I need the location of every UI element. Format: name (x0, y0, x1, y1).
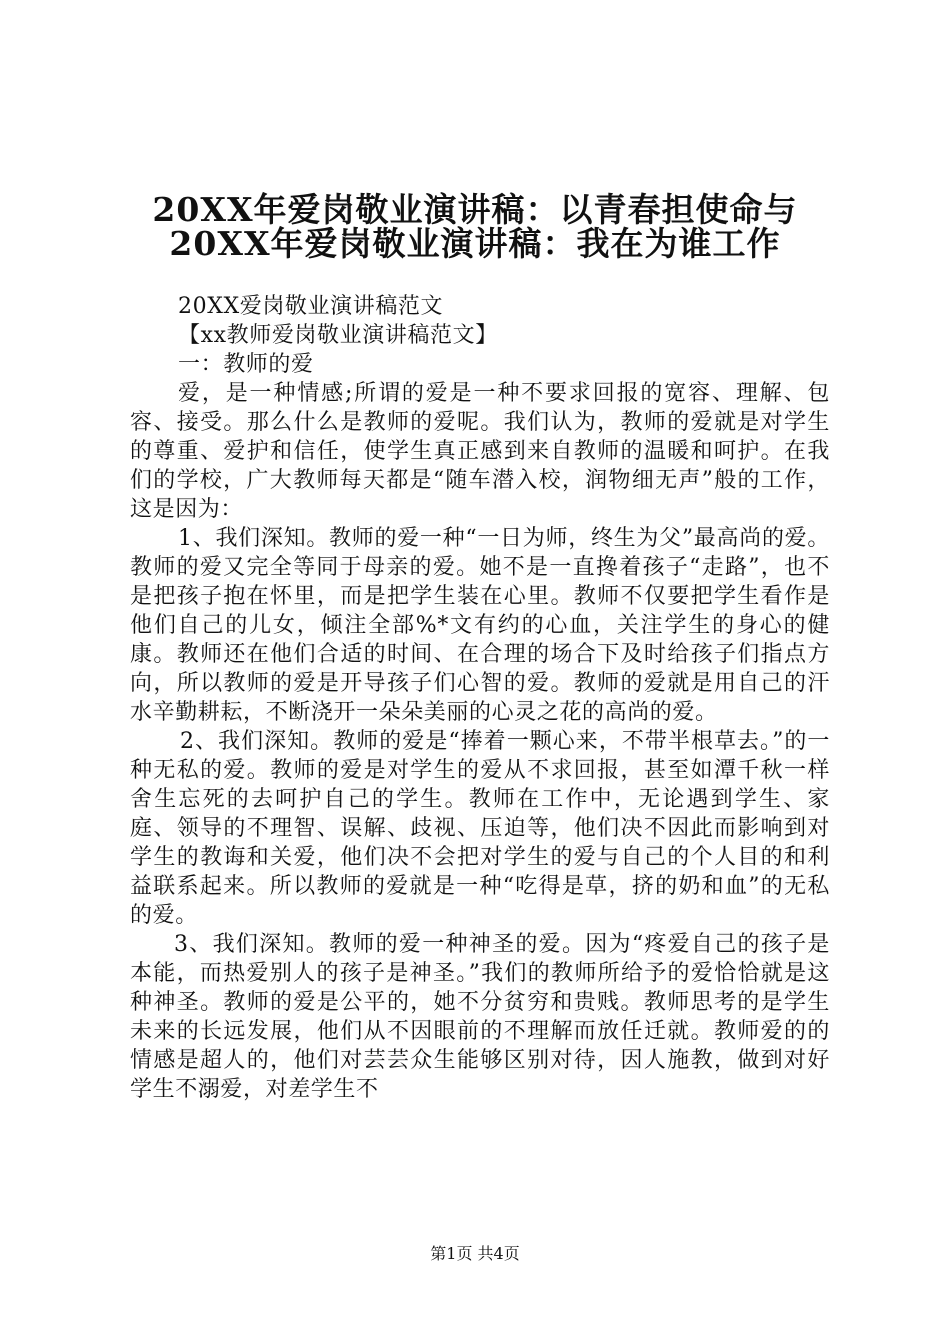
section-heading: 一：教师的爱 (178, 352, 314, 377)
document-title-line-1: 20XX年爱岗敬业演讲稿：以青春担使命与 (152, 190, 798, 229)
paragraph-point-3: 3、我们深知。教师的爱一种神圣的爱。因为“疼爱自己的孩子是本能，而热爱别人的孩子是神圣。”我们的教师所给予的爱恰恰就是这种神圣。教师的爱是公平的，她不分贫穷和贵贱。教师思考的是学生未来的长远发展，他们从不因眼前的不理解而放任迁就。教师爱的的情感是超人的，他们对芸芸众生能够区别对待，因人施教，做到对好学生不溺爱，对差学生不 (130, 932, 830, 1102)
paragraph-point-2: 2、我们深知。教师的爱是“捧着一颗心来，不带半根草去。”的一种无私的爱。教师的爱是对学生的爱从不求回报，甚至如潭千秋一样舍生忘死的去呵护自己的学生。教师在工作中，无论遇到学生、家庭、领导的不理智、误解、歧视、压迫等，他们决不因此而影响到对学生的教诲和关爱，他们决不会把对学生的爱与自己的个人目的和利益联系起来。所以教师的爱就是一种“吃得是草，挤的奶和血”的无私的爱。 (130, 729, 830, 928)
paragraph-intro: 爱，是一种情感;所谓的爱是一种不要求回报的宽容、理解、包容、接受。那么什么是教师的爱呢。我们认为，教师的爱就是对学生的尊重、爱护和信任，使学生真正感到来自教师的温暖和呵护。在我们的学校，广大教师每天都是“随车潜入校，润物细无声”般的工作，这是因为： (130, 381, 830, 522)
bracket-heading: 【xx教师爱岗敬业演讲稿范文】 (178, 323, 498, 348)
document-body (130, 292, 830, 1104)
subtitle: 20XX爱岗敬业演讲稿范文 (178, 294, 444, 319)
paragraph-point-1: 1、我们深知。教师的爱一种“一日为师，终生为父”最高尚的爱。教师的爱又完全等同于母亲的爱。她不是一直搀着孩子“走路”，也不是把孩子抱在怀里，而是把学生装在心里。教师不仅要把学生看作是他们自己的儿女，倾注全部%*文有约的心血，关注学生的身心的健康。教师还在他们合适的时间、在合理的场合下及时给孩子们指点方向，所以教师的爱是开导孩子们心智的爱。教师的爱就是用自己的汗水辛勤耕耘，不断浇开一朵朵美丽的心灵之花的高尚的爱。 (130, 526, 830, 725)
page-footer: 第1页 共4页 (430, 1244, 520, 1263)
document-title-line-2: 20XX年爱岗敬业演讲稿：我在为谁工作 (169, 224, 781, 263)
